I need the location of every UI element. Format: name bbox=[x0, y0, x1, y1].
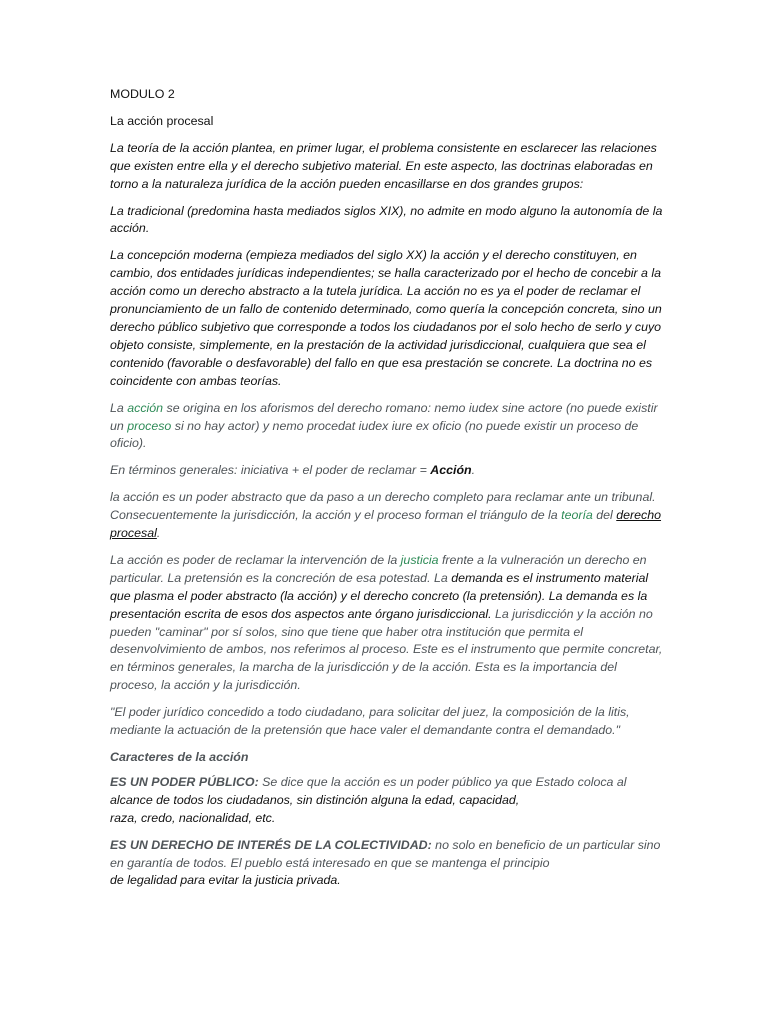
caracter-poder-publico: ES UN PODER PÚBLICO: Se dice que la acción es un poder público ya que Estado coloca al alcance de todos los ciudadanos, sin distinción alguna la edad, capacidad, raza, credo, nacionalidad, etc. bbox=[110, 774, 627, 825]
paragraph-theory: La teoría de la acción plantea, en primer lugar, el problema consistente en esclarecer las relaciones que existen entre ella y el derecho subjetivo material. En este aspecto, las doctrinas elaboradas en torno a la naturaleza jurídica de la acción pueden encasillarse en dos grandes grupos: bbox=[110, 140, 657, 191]
document-page bbox=[110, 86, 665, 899]
module-heading: MODULO 2 bbox=[110, 87, 175, 101]
section-title: La acción procesal bbox=[110, 113, 214, 128]
link-proceso[interactable]: proceso bbox=[127, 418, 172, 433]
paragraph-formula: En términos generales: iniciativa + el poder de reclamar = Acción. bbox=[110, 463, 476, 478]
link-derecho-procesal[interactable]: derecho procesal bbox=[110, 508, 662, 541]
link-justicia[interactable]: justicia bbox=[400, 552, 439, 567]
paragraph-origin: La acción se origina en los aforismos del derecho romano: nemo iudex sine actore (no puede existir un proceso si no hay actor) y nemo procedat iudex iure ex oficio (no puede existir un proceso de oficio). bbox=[110, 400, 658, 451]
accion-bold: Acción bbox=[430, 463, 472, 478]
link-teoria[interactable]: teoría bbox=[561, 508, 593, 523]
paragraph-modern: La concepción moderna (empieza mediados del siglo XX) la acción y el derecho constituyen, en cambio, dos entidades jurídicas independientes; se halla caracterizado por el hecho de concebir a la acción como un derecho abstracto a la tutela jurídica. La acción no es ya el poder de reclamar el pronunciamiento de un fallo de contenido determinado, como quería la concepción concreta, sino un derecho público subjetivo que corresponde a todos los ciudadanos por el solo hecho de serlo y cuyo objeto consiste, simplemente, en la prestación de la actividad jurisdiccional, cualquiera que sea el contenido (favorable o desfavorable) del fallo en que esa prestación se concrete. La doctrina no es coincidente con ambas teorías. bbox=[110, 248, 662, 388]
paragraph-traditional: La tradicional (predomina hasta mediados siglos XIX), no admite en modo alguno la autonomía de la acción. bbox=[110, 203, 663, 236]
paragraph-demanda: La acción es poder de reclamar la intervención de la justicia frente a la vulneración un derecho en particular. La pretensión es la concreción de esa potestad. La demanda es el instrumento material que plasma el poder abstracto (la acción) y el derecho concreto (la pretensión). La demanda es la presentación escrita de esos dos aspectos ante órgano jurisdiccional. La jurisdicción y la acción no pueden "caminar" por sí solos, sino que tiene que haber otra institución que permita el desenvolvimiento de ambos, nos referimos al proceso. Este es el instrumento que permite concretar, en términos generales, la marcha de la jurisdicción y de la acción. Esta es la importancia del proceso, la acción y la jurisdicción. bbox=[110, 552, 663, 693]
definition-quote: "El poder jurídico concedido a todo ciudadano, para solicitar del juez, la composición de la litis, mediante la actuación de la pretensión que hace valer el demandante contra el demandado." bbox=[110, 705, 630, 738]
caracter-interes-colectividad: ES UN DERECHO DE INTERÉS DE LA COLECTIVIDAD: no solo en beneficio de un particular sino en garantía de todos. El pueblo está interesado en que se mantenga el principio de legalidad para evitar la justicia privada. bbox=[110, 837, 661, 888]
link-accion[interactable]: acción bbox=[127, 400, 164, 415]
paragraph-triangle: la acción es un poder abstracto que da paso a un derecho completo para reclamar ante un tribunal. Consecuentemente la jurisdicción, la acción y el proceso forman el triángulo de la teoría del derecho procesal. bbox=[110, 490, 662, 541]
caracteres-heading: Caracteres de la acción bbox=[110, 750, 249, 764]
